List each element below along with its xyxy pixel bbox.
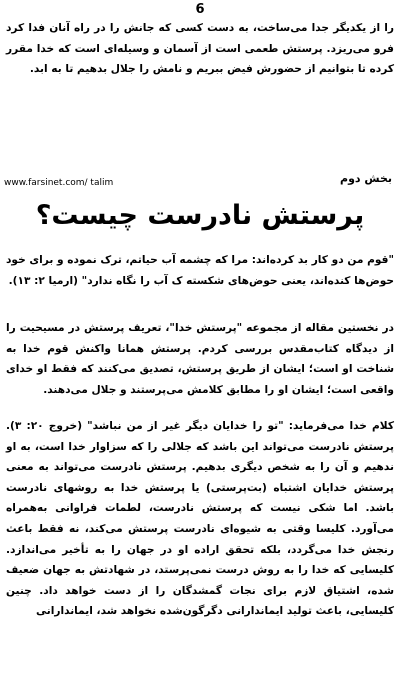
paragraph-definition: در نخستین مقاله از مجموعه "پرستش خدا"، تعریف پرستش در مسیحیت را از دیدگاه کتاب‌مقدس بررسی کردم. پرستش همانا واکنش قوم خدا به شناخت او است؛ ایشان از طریق پرستش، تصدیق می‌کنند که فقط او خدای واقعی است؛ ایشان او را مطابق کلامش می‌پرستند و جلال می‌دهند. (6, 322, 394, 396)
scripture-quote: "قوم من دو کار بد کرده‌اند: مرا که چشمه آب حیاتم، ترک نموده و برای خود حوض‌ها کنده‌اند، یعنی حوض‌های شکسته ک آب را نگاه ندارد" (ارمیا ۲: ۱۳). (6, 254, 394, 287)
chapter-title: پرستش نادرست چیست؟ (35, 200, 365, 231)
section-label: بخش دوم (340, 172, 392, 185)
page-number: 6 (195, 2, 205, 17)
paragraph-false-worship: کلام خدا می‌فرماید: "تو را خدایان دیگر غیر از من نباشد" (خروج ۲۰: ۳). پرستش نادرست می‌تواند این باشد که جلالی را که سزاوار خدا است، به او ندهیم و آن را به شخص دیگری بدهیم. پرستش نادرست می‌تواند به معنی پرستش خدایان اشتباه (بت‌پرستی) یا پرستش خدا به روشهای نادرست باشد. اما شکی نیست که پرستش نادرست، لطمات فراوانی به‌همراه می‌آورد. کلیسا وقتی به شیوه‌ای نادرست پرستش می‌کند، نه فقط باعث رنجش خدا می‌گردد، بلکه تحقق اراده او در جهان را به تأخیر می‌اندازد. کلیسایی که خدا را به روش درست نمی‌پرستد، در شهادتش به جهان ضعیف شده، اشتیاق لازم برای نجات گمشدگان را از دست خواهد داد. چنین کلیسایی، باعث تولید ایماندارانی دگرگون‌شده نخواهد شد، ایماندارانی (6, 420, 394, 618)
source-url: www.farsinet.com/ talim (4, 178, 114, 188)
paragraph-intro-continuation: را از یکدیگر جدا می‌ساخت، به دست کسی که جانش را در راه آنان فدا کرد فرو می‌ریزد. پرستش طعمی است از آسمان و وسیله‌ای است که خدا مقرر کرده تا بتوانیم از حضورش فیض ببریم و نامش را جلال بدهیم تا به ابد. (6, 22, 394, 76)
